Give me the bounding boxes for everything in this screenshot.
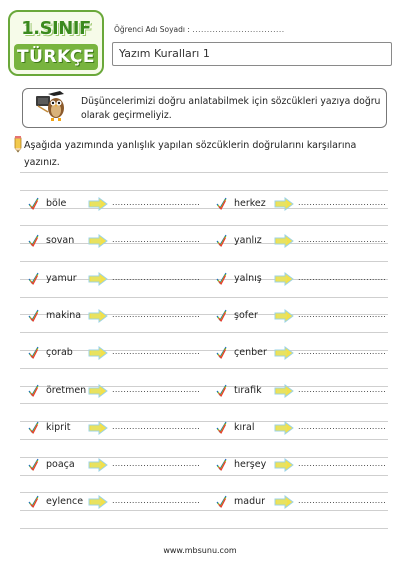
checkmark-icon (216, 495, 228, 509)
right-item (216, 421, 386, 437)
checkmark-icon (28, 272, 40, 286)
checkmark-icon (28, 197, 40, 211)
misspelled-word: poaça (46, 459, 75, 470)
checkmark-icon (216, 234, 228, 248)
misspelled-word: yalnış (234, 273, 262, 284)
checkmark-icon (28, 234, 40, 248)
right-item (216, 309, 386, 325)
right-item (216, 458, 386, 474)
ruled-line (20, 225, 388, 226)
answer-blank[interactable]: ............................... (112, 459, 201, 468)
right-item (216, 495, 386, 511)
misspelled-word: eylence (46, 496, 84, 507)
answer-blank[interactable]: ............................... (298, 347, 387, 356)
answer-blank[interactable]: ............................... (298, 310, 387, 319)
left-item (28, 346, 201, 362)
left-item (28, 384, 201, 400)
ruled-line (20, 492, 388, 493)
answer-blank[interactable]: ............................... (298, 496, 387, 505)
ruled-line (20, 297, 388, 298)
answer-blank[interactable]: ............................... (298, 273, 387, 282)
arrow-right-icon (88, 421, 108, 435)
page-title: Yazım Kuralları 1 (119, 47, 210, 60)
arrow-right-icon (88, 197, 108, 211)
answer-blank[interactable]: ............................... (112, 235, 201, 244)
arrow-right-icon (274, 384, 294, 398)
left-item (28, 421, 201, 437)
footer-url: www.mbsunu.com (163, 546, 237, 555)
ruled-line (20, 403, 388, 404)
student-name-blank[interactable]: ................................ (192, 25, 285, 34)
student-name-label: Öğrenci Adı Soyadı : (114, 25, 190, 34)
ruled-line (20, 332, 388, 333)
misspelled-word: kiprit (46, 422, 71, 433)
answer-blank[interactable]: ............................... (112, 385, 201, 394)
answer-blank[interactable]: ............................... (112, 273, 201, 282)
right-item (216, 272, 386, 288)
checkmark-icon (28, 384, 40, 398)
left-item (28, 197, 201, 213)
answer-blank[interactable]: ............................... (298, 235, 387, 244)
right-item (216, 384, 386, 400)
answer-blank[interactable]: ............................... (112, 422, 201, 431)
left-item (28, 234, 201, 250)
answer-blank[interactable]: ............................... (112, 198, 201, 207)
arrow-right-icon (274, 197, 294, 211)
ruled-line (20, 439, 388, 440)
misspelled-word: herkez (234, 198, 266, 209)
title-box (112, 42, 392, 66)
answer-blank[interactable]: ............................... (298, 198, 387, 207)
right-item (216, 234, 386, 250)
info-text: Düşüncelerimizi doğru anlatabilmek için sözcükleri yazıya doğru olarak geçirmeliyiz. (81, 96, 381, 121)
misspelled-word: çorab (46, 347, 73, 358)
misspelled-word: çenber (234, 347, 267, 358)
checkmark-icon (216, 384, 228, 398)
misspelled-word: tırafik (234, 385, 262, 396)
checkmark-icon (28, 495, 40, 509)
right-item (216, 197, 386, 213)
left-item (28, 272, 201, 288)
misspelled-word: makina (46, 310, 82, 321)
arrow-right-icon (88, 234, 108, 248)
arrow-right-icon (88, 458, 108, 472)
left-item (28, 309, 201, 325)
checkmark-icon (28, 346, 40, 360)
answer-blank[interactable]: ............................... (112, 347, 201, 356)
misspelled-word: öretmen (46, 385, 87, 396)
arrow-right-icon (88, 272, 108, 286)
answer-blank[interactable]: ............................... (112, 310, 201, 319)
arrow-right-icon (274, 421, 294, 435)
checkmark-icon (216, 421, 228, 435)
checkmark-icon (216, 458, 228, 472)
checkmark-icon (28, 421, 40, 435)
arrow-right-icon (274, 272, 294, 286)
arrow-right-icon (88, 384, 108, 398)
arrow-right-icon (274, 234, 294, 248)
logo-subject-text: TÜRKÇE (14, 44, 98, 70)
misspelled-word: böle (46, 198, 67, 209)
answer-blank[interactable]: ............................... (298, 385, 387, 394)
owl-teacher-icon (34, 90, 70, 122)
instruction-text: Aşağıda yazımında yanlışlık yapılan sözcüklerin doğrularını karşılarına yazınız. (24, 140, 357, 168)
arrow-right-icon (88, 309, 108, 323)
checkmark-icon (216, 197, 228, 211)
misspelled-word: yanlız (234, 235, 262, 246)
ruled-line (20, 172, 388, 173)
checkmark-icon (216, 309, 228, 323)
ruled-line (20, 261, 388, 262)
arrow-right-icon (88, 346, 108, 360)
misspelled-word: şofer (234, 310, 258, 321)
logo-grade-text: 1.SINIF (21, 18, 91, 39)
checkmark-icon (28, 309, 40, 323)
arrow-right-icon (274, 458, 294, 472)
ruled-line (20, 475, 388, 476)
misspelled-word: kıral (234, 422, 255, 433)
arrow-right-icon (88, 495, 108, 509)
ruled-line (20, 528, 388, 529)
ruled-line (20, 368, 388, 369)
checkmark-icon (28, 458, 40, 472)
checkmark-icon (216, 272, 228, 286)
info-box (22, 88, 387, 128)
arrow-right-icon (274, 346, 294, 360)
right-item (216, 346, 386, 362)
arrow-right-icon (274, 495, 294, 509)
left-item (28, 495, 201, 511)
misspelled-word: yamur (46, 273, 77, 284)
misspelled-word: madur (234, 496, 266, 507)
misspelled-word: herşey (234, 459, 267, 470)
misspelled-word: sovan (46, 235, 75, 246)
ruled-line (20, 190, 388, 191)
grade-logo (8, 10, 104, 76)
answer-blank[interactable]: ............................... (112, 496, 201, 505)
checkmark-icon (216, 346, 228, 360)
answer-blank[interactable]: ............................... (298, 422, 387, 431)
arrow-right-icon (274, 309, 294, 323)
student-name-line (114, 25, 285, 34)
left-item (28, 458, 201, 474)
answer-blank[interactable]: ............................... (298, 459, 387, 468)
